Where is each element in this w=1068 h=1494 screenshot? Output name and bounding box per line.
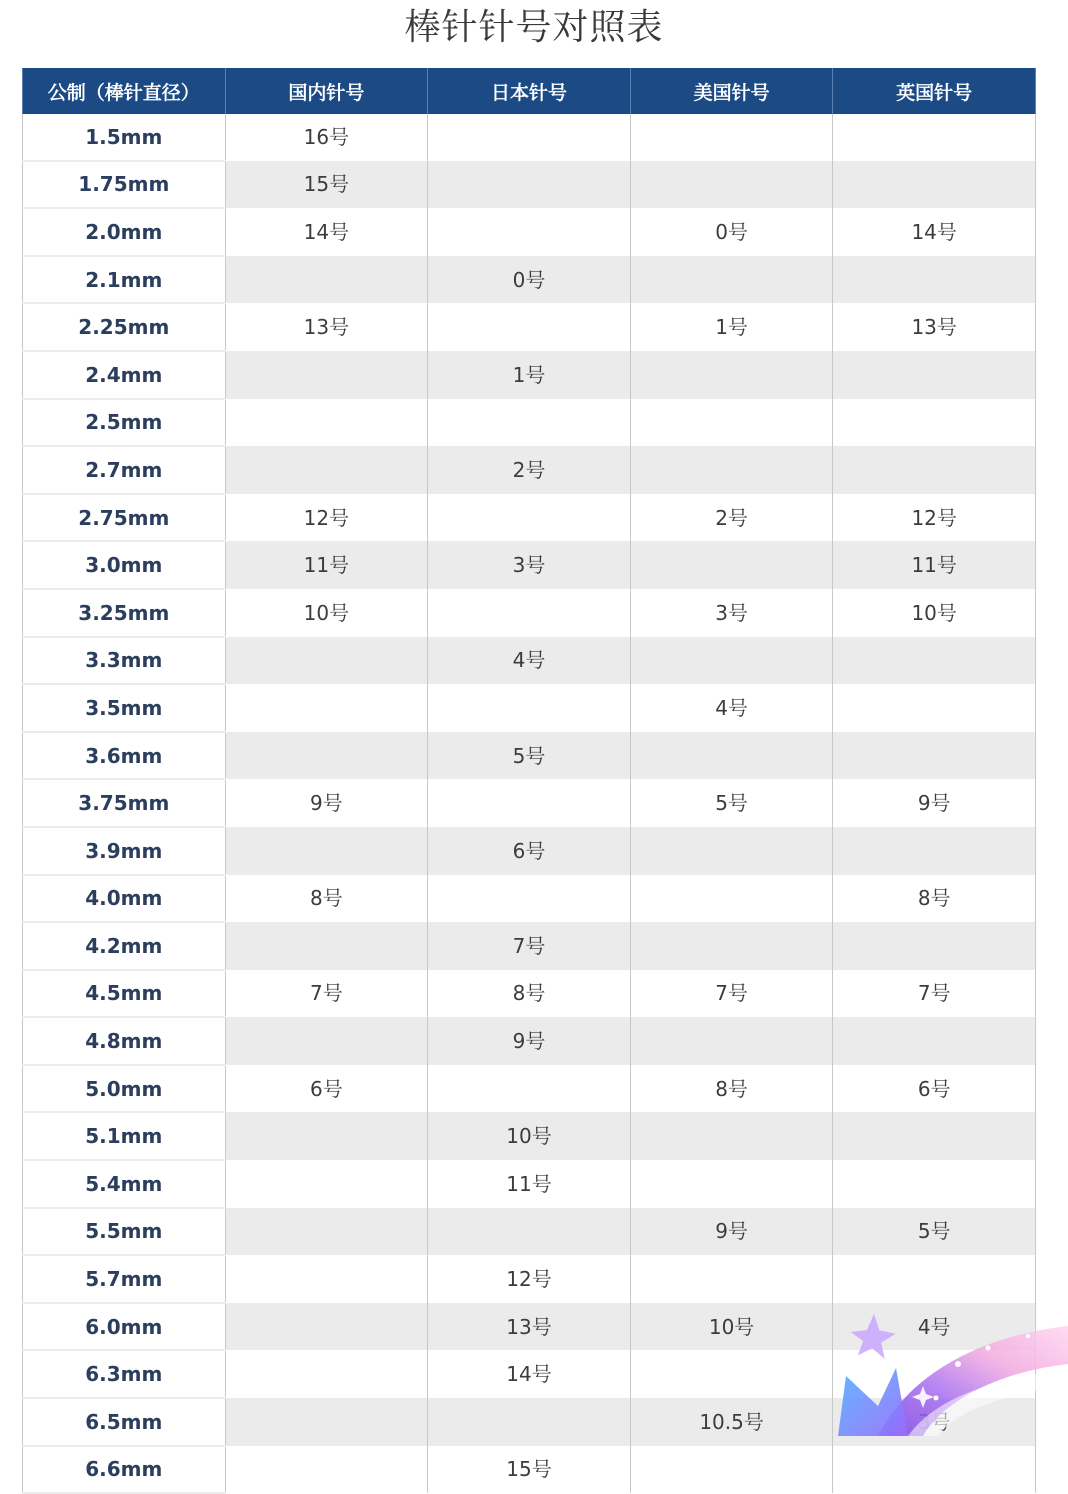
cell-domestic — [225, 1017, 428, 1065]
table-row — [23, 446, 1036, 494]
cell-uk: 13号 — [833, 303, 1036, 351]
cell-japan — [428, 779, 631, 827]
table-body — [23, 114, 1036, 1493]
cell-japan: 1号 — [428, 351, 631, 399]
cell-uk — [833, 922, 1036, 970]
cell-us — [630, 1255, 833, 1303]
header-domestic: 国内针号 — [225, 68, 428, 114]
cell-metric: 6.3mm — [23, 1350, 226, 1398]
cell-domestic: 16号 — [225, 114, 428, 161]
cell-japan: 8号 — [428, 970, 631, 1018]
cell-metric: 2.25mm — [23, 303, 226, 351]
cell-uk: 4号 — [833, 1303, 1036, 1351]
cell-uk — [833, 161, 1036, 209]
cell-us — [630, 1446, 833, 1494]
cell-uk: 6号 — [833, 1065, 1036, 1113]
table-row — [23, 1446, 1036, 1494]
cell-japan: 14号 — [428, 1350, 631, 1398]
cell-japan — [428, 399, 631, 447]
cell-domestic: 14号 — [225, 208, 428, 256]
table-row — [23, 541, 1036, 589]
cell-uk: 11号 — [833, 541, 1036, 589]
cell-japan: 2号 — [428, 446, 631, 494]
cell-japan — [428, 875, 631, 923]
cell-japan — [428, 1065, 631, 1113]
cell-domestic — [225, 446, 428, 494]
cell-japan: 4号 — [428, 637, 631, 685]
cell-japan — [428, 114, 631, 161]
cell-japan: 13号 — [428, 1303, 631, 1351]
cell-us — [630, 114, 833, 161]
cell-japan — [428, 494, 631, 542]
cell-metric: 3.25mm — [23, 589, 226, 637]
cell-us: 3号 — [630, 589, 833, 637]
cell-us — [630, 446, 833, 494]
cell-domestic — [225, 1112, 428, 1160]
cell-domestic — [225, 399, 428, 447]
cell-uk — [833, 1160, 1036, 1208]
header-metric: 公制（棒针直径） — [23, 68, 226, 114]
cell-metric: 3.5mm — [23, 684, 226, 732]
table-row — [23, 637, 1036, 685]
cell-metric: 4.2mm — [23, 922, 226, 970]
cell-metric: 6.5mm — [23, 1398, 226, 1446]
table-row — [23, 1208, 1036, 1256]
cell-us — [630, 1017, 833, 1065]
cell-domestic — [225, 1446, 428, 1494]
cell-metric: 1.75mm — [23, 161, 226, 209]
rainbow-star-sticker-icon — [838, 1306, 1068, 1436]
cell-metric: 6.0mm — [23, 1303, 226, 1351]
cell-metric: 6.6mm — [23, 1446, 226, 1494]
table-row — [23, 827, 1036, 875]
cell-japan: 15号 — [428, 1446, 631, 1494]
cell-us — [630, 541, 833, 589]
cell-us — [630, 1160, 833, 1208]
cell-uk: 12号 — [833, 494, 1036, 542]
cell-domestic — [225, 732, 428, 780]
table-row — [23, 875, 1036, 923]
cell-domestic — [225, 827, 428, 875]
cell-metric: 1.5mm — [23, 114, 226, 161]
table-row — [23, 589, 1036, 637]
cell-domestic — [225, 922, 428, 970]
cell-japan: 12号 — [428, 1255, 631, 1303]
cell-domestic — [225, 1303, 428, 1351]
cell-uk: 10号 — [833, 589, 1036, 637]
cell-domestic — [225, 1255, 428, 1303]
cell-uk — [833, 1446, 1036, 1494]
cell-uk: 8号 — [833, 875, 1036, 923]
cell-japan — [428, 1398, 631, 1446]
cell-uk — [833, 1017, 1036, 1065]
cell-domestic: 10号 — [225, 589, 428, 637]
cell-metric: 2.7mm — [23, 446, 226, 494]
table-row — [23, 1255, 1036, 1303]
table-row — [23, 1017, 1036, 1065]
cell-domestic — [225, 1208, 428, 1256]
cell-metric: 5.7mm — [23, 1255, 226, 1303]
header-uk: 英国针号 — [833, 68, 1036, 114]
cell-uk — [833, 1255, 1036, 1303]
cell-metric: 4.0mm — [23, 875, 226, 923]
cell-us — [630, 351, 833, 399]
cell-metric: 4.5mm — [23, 970, 226, 1018]
cell-metric: 2.1mm — [23, 256, 226, 304]
cell-japan — [428, 1208, 631, 1256]
cell-us — [630, 161, 833, 209]
cell-domestic: 13号 — [225, 303, 428, 351]
cell-metric: 3.0mm — [23, 541, 226, 589]
table-row — [23, 1160, 1036, 1208]
cell-us: 5号 — [630, 779, 833, 827]
cell-uk — [833, 351, 1036, 399]
header-japan: 日本针号 — [428, 68, 631, 114]
cell-metric: 4.8mm — [23, 1017, 226, 1065]
cell-uk — [833, 399, 1036, 447]
cell-us: 9号 — [630, 1208, 833, 1256]
table-row — [23, 256, 1036, 304]
table-row — [23, 351, 1036, 399]
cell-metric: 5.0mm — [23, 1065, 226, 1113]
cell-domestic: 9号 — [225, 779, 428, 827]
cell-japan: 7号 — [428, 922, 631, 970]
cell-uk: 9号 — [833, 779, 1036, 827]
cell-japan: 9号 — [428, 1017, 631, 1065]
cell-us — [630, 637, 833, 685]
cell-metric: 2.5mm — [23, 399, 226, 447]
cell-uk — [833, 827, 1036, 875]
cell-us: 1号 — [630, 303, 833, 351]
cell-japan: 3号 — [428, 541, 631, 589]
cell-domestic — [225, 637, 428, 685]
cell-metric: 5.5mm — [23, 1208, 226, 1256]
header-us: 美国针号 — [630, 68, 833, 114]
cell-uk — [833, 256, 1036, 304]
cell-uk — [833, 114, 1036, 161]
cell-uk: 14号 — [833, 208, 1036, 256]
cell-japan — [428, 161, 631, 209]
cell-metric: 3.75mm — [23, 779, 226, 827]
cell-metric: 3.6mm — [23, 732, 226, 780]
cell-uk — [833, 732, 1036, 780]
cell-japan: 5号 — [428, 732, 631, 780]
cell-uk: 5号 — [833, 1208, 1036, 1256]
table-row — [23, 303, 1036, 351]
cell-metric: 5.4mm — [23, 1160, 226, 1208]
table-row — [23, 494, 1036, 542]
cell-us — [630, 875, 833, 923]
cell-uk: 7号 — [833, 970, 1036, 1018]
cell-us: 2号 — [630, 494, 833, 542]
cell-us: 4号 — [630, 684, 833, 732]
cell-japan: 10号 — [428, 1112, 631, 1160]
cell-domestic — [225, 684, 428, 732]
cell-us — [630, 399, 833, 447]
cell-domestic: 8号 — [225, 875, 428, 923]
cell-domestic: 6号 — [225, 1065, 428, 1113]
cell-domestic — [225, 1160, 428, 1208]
cell-domestic: 12号 — [225, 494, 428, 542]
table-row — [23, 1065, 1036, 1113]
cell-us — [630, 1350, 833, 1398]
cell-metric: 2.4mm — [23, 351, 226, 399]
cell-us: 8号 — [630, 1065, 833, 1113]
cell-domestic: 15号 — [225, 161, 428, 209]
cell-domestic — [225, 1350, 428, 1398]
cell-japan: 11号 — [428, 1160, 631, 1208]
table-row — [23, 161, 1036, 209]
page-title: 棒针针号对照表 — [404, 7, 664, 48]
table-header-row — [23, 68, 1036, 114]
needle-size-table — [22, 68, 1036, 1494]
cell-japan — [428, 208, 631, 256]
cell-us: 0号 — [630, 208, 833, 256]
cell-uk — [833, 446, 1036, 494]
cell-domestic: 7号 — [225, 970, 428, 1018]
cell-metric: 3.9mm — [23, 827, 226, 875]
cell-uk — [833, 684, 1036, 732]
cell-domestic — [225, 351, 428, 399]
cell-japan: 0号 — [428, 256, 631, 304]
cell-domestic: 11号 — [225, 541, 428, 589]
cell-japan — [428, 589, 631, 637]
cell-domestic — [225, 256, 428, 304]
cell-metric: 3.3mm — [23, 637, 226, 685]
cell-metric: 2.75mm — [23, 494, 226, 542]
table-row — [23, 922, 1036, 970]
table-row — [23, 208, 1036, 256]
table-row — [23, 732, 1036, 780]
cell-us: 10号 — [630, 1303, 833, 1351]
table-row — [23, 684, 1036, 732]
table-row — [23, 779, 1036, 827]
cell-us — [630, 827, 833, 875]
cell-uk — [833, 637, 1036, 685]
cell-japan — [428, 303, 631, 351]
cell-uk — [833, 1112, 1036, 1160]
table-row — [23, 1112, 1036, 1160]
cell-metric: 2.0mm — [23, 208, 226, 256]
cell-domestic — [225, 1398, 428, 1446]
cell-us — [630, 732, 833, 780]
cell-japan: 6号 — [428, 827, 631, 875]
table-row — [23, 399, 1036, 447]
cell-japan — [428, 684, 631, 732]
table-row — [23, 114, 1036, 161]
table-row — [23, 970, 1036, 1018]
cell-us — [630, 1112, 833, 1160]
cell-us — [630, 256, 833, 304]
cell-us — [630, 922, 833, 970]
cell-metric: 5.1mm — [23, 1112, 226, 1160]
cell-us: 10.5号 — [630, 1398, 833, 1446]
cell-us: 7号 — [630, 970, 833, 1018]
